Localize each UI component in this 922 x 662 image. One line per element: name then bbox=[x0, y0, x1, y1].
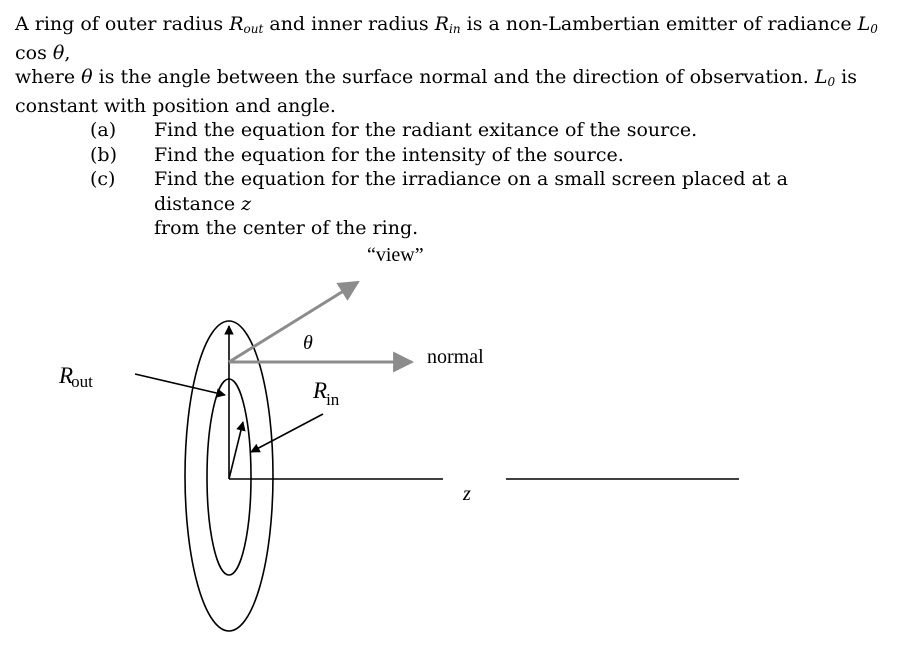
part-text: Find the equation for the irradiance on a small screen placed at a distance z from the center of the ring. bbox=[154, 168, 788, 239]
view-label: “view” bbox=[367, 244, 424, 266]
part-label: (a) bbox=[90, 119, 117, 141]
rout-pointer-arrow bbox=[135, 374, 225, 395]
part-label: (c) bbox=[90, 168, 116, 190]
inner-radius-line bbox=[229, 422, 243, 479]
z-label: z bbox=[463, 483, 471, 505]
view-arrow bbox=[229, 282, 358, 362]
rin-label: Rin bbox=[313, 378, 340, 409]
normal-label: normal bbox=[427, 346, 484, 368]
part-text: Find the equation for the radiant exitance of the source. bbox=[154, 119, 698, 141]
problem-line-1: A ring of outer radius $R_{out}$ and inner radius $R_{in}$ is a non-Lambertian emitter of radiance $L_0$ cos θ, bbox=[15, 13, 878, 64]
problem-line-3: constant with position and angle. bbox=[15, 95, 336, 117]
part-label: (b) bbox=[90, 143, 117, 166]
rout-label: Rout bbox=[59, 363, 93, 391]
part-text: Find the equation for the intensity of the source. bbox=[154, 143, 624, 166]
theta-label: θ bbox=[303, 332, 313, 354]
rin-pointer-arrow bbox=[251, 414, 323, 452]
problem-line-2: where θ is the angle between the surface normal and the direction of observation. $L_0$ is bbox=[15, 66, 857, 89]
